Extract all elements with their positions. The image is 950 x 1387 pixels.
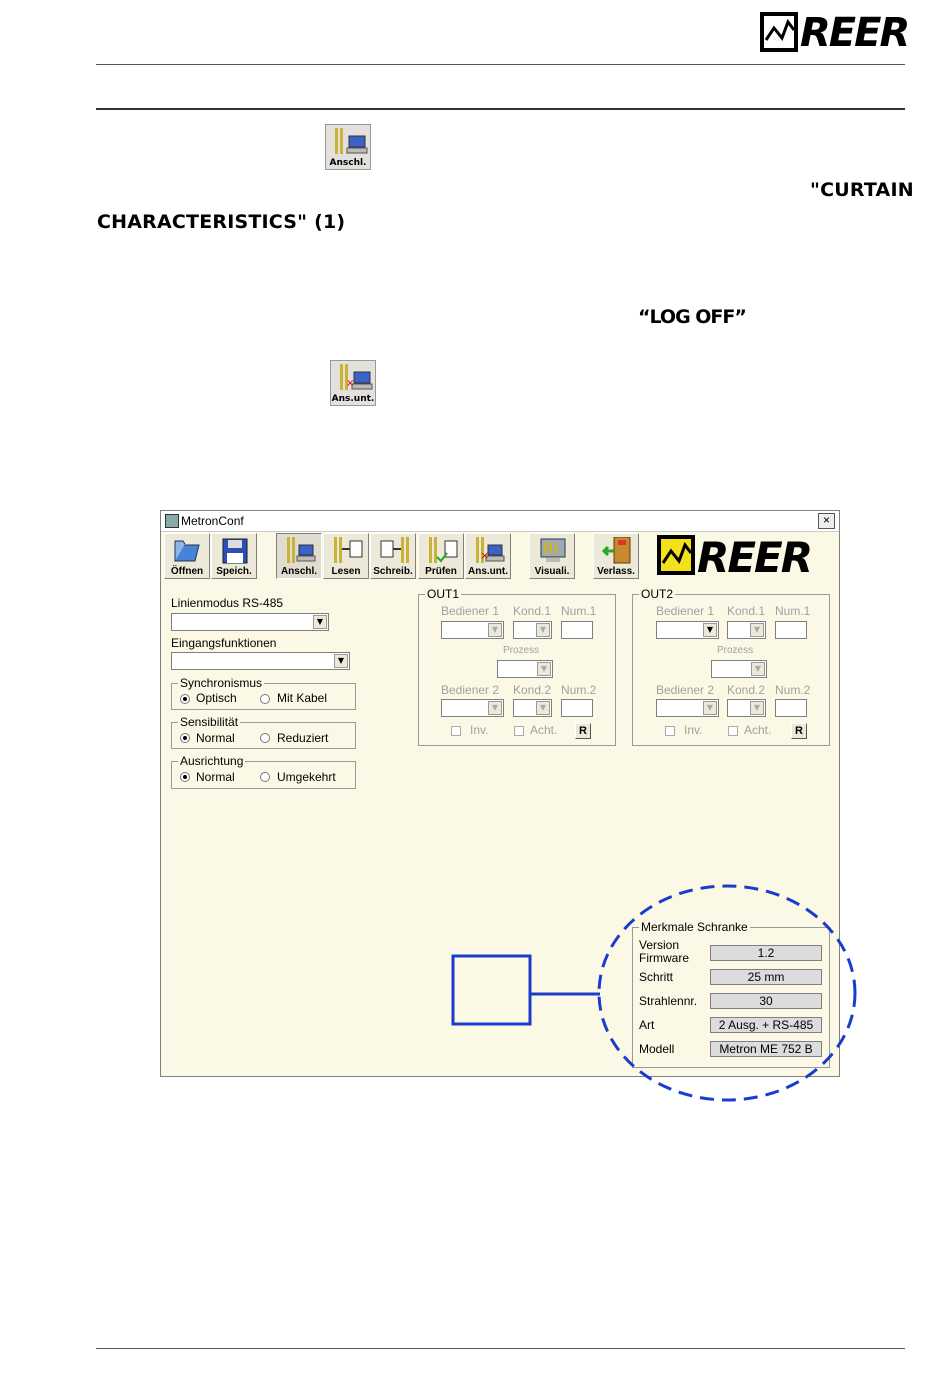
out2-process-select[interactable] (711, 660, 767, 678)
window-titlebar (161, 511, 839, 532)
chevron-down-icon: ▼ (703, 701, 717, 715)
section-rule (96, 108, 905, 110)
floppy-disk-icon (220, 537, 250, 565)
chevron-down-icon: ▼ (313, 615, 327, 629)
firmware-version-field: 1.2 (710, 945, 822, 961)
out2-watch-checkbox[interactable] (728, 726, 738, 736)
display-icon (538, 537, 570, 567)
exit-door-icon (602, 537, 634, 567)
write-icon (379, 537, 411, 567)
chevron-down-icon: ▼ (334, 654, 348, 668)
disconnect-button[interactable]: × Ans.unt. (465, 533, 511, 579)
exit-button[interactable]: Verlass. (593, 533, 639, 579)
alignment-group: Ausrichtung Normal Umgekehrt (171, 761, 356, 789)
type-field: 2 Ausg. + RS-485 (710, 1017, 822, 1033)
footer-rule (96, 1348, 905, 1349)
app-icon (165, 514, 179, 528)
out1-group: OUT1 Bediener 1 Kond.1 Num.1 ▼ ▼ Prozess ▼ Bediener 2 Kond.2 Num.2 ▼ ▼ Inv. Acht. R (418, 594, 616, 746)
callout-ellipse (599, 886, 855, 1100)
callout-box (453, 956, 530, 1024)
reer-window-logo: REER (657, 533, 822, 581)
log-off-text: “LOG OFF” (638, 306, 746, 328)
chevron-down-icon: ▼ (750, 623, 764, 637)
out2-group: OUT2 Bediener 1 Kond.1 Num.1 ▼ ▼ Prozess ▼ Bediener 2 Kond.2 Num.2 ▼ ▼ Inv. Acht. R (632, 594, 830, 746)
out2-reset-button[interactable]: R (791, 723, 807, 739)
chevron-down-icon: ▼ (536, 701, 550, 715)
out1-operator2-select[interactable] (441, 699, 504, 717)
out2-operator1-select[interactable] (656, 621, 719, 639)
check-button[interactable]: Prüfen (418, 533, 464, 579)
out1-process-select[interactable] (497, 660, 553, 678)
out2-cond2-select[interactable] (727, 699, 766, 717)
out1-num2-input[interactable] (561, 699, 593, 717)
curtain-characteristics-text-2: CHARACTERISTICS" (1) (97, 211, 346, 233)
sync-cable-radio[interactable] (260, 694, 270, 704)
sens-reduced-radio[interactable] (260, 733, 270, 743)
out2-num1-input[interactable] (775, 621, 807, 639)
out1-inv-checkbox[interactable] (451, 726, 461, 736)
out1-operator1-select[interactable] (441, 621, 504, 639)
disconnect-icon-inline: × Ans.unt. (330, 360, 376, 406)
model-field: Metron ME 752 B (710, 1041, 822, 1057)
out2-num2-input[interactable] (775, 699, 807, 717)
out2-operator2-select[interactable] (656, 699, 719, 717)
read-icon (332, 537, 364, 567)
chevron-down-icon: ▼ (750, 701, 764, 715)
chevron-down-icon: ▼ (537, 662, 551, 676)
characteristics-group: Merkmale Schranke Version Firmware 1.2 Schritt 25 mm Strahlennr. 30 Art 2 Ausg. + RS-485 Modell Metron ME 752 B (632, 927, 830, 1068)
chevron-down-icon: ▼ (488, 623, 502, 637)
callout-overlay (440, 880, 870, 1110)
save-button[interactable]: Speich. (211, 533, 257, 579)
connect-icon (285, 537, 317, 567)
toolbar (161, 531, 839, 583)
step-field: 25 mm (710, 969, 822, 985)
input-functions-label: Eingangsfunktionen (171, 636, 277, 650)
header-rule (96, 64, 905, 65)
sens-normal-radio[interactable] (180, 733, 190, 743)
sensitivity-group: Sensibilität Normal Reduziert (171, 722, 356, 749)
out1-num1-input[interactable] (561, 621, 593, 639)
sync-group: Synchronismus Optisch Mit Kabel (171, 683, 356, 710)
chevron-down-icon: ▼ (703, 623, 717, 637)
connect-icon-inline: Anschl. (325, 124, 371, 170)
svg-text:×: × (480, 549, 490, 562)
line-mode-label: Linienmodus RS-485 (171, 596, 284, 610)
out1-cond1-select[interactable] (513, 621, 552, 639)
align-normal-radio[interactable] (180, 772, 190, 782)
chevron-down-icon: ▼ (536, 623, 550, 637)
folder-open-icon (173, 537, 203, 565)
connect-button[interactable]: Anschl. (276, 533, 322, 579)
open-button[interactable]: Öffnen (164, 533, 210, 579)
beams-field: 30 (710, 993, 822, 1009)
out1-cond2-select[interactable] (513, 699, 552, 717)
line-mode-select[interactable] (171, 613, 329, 631)
sync-optical-radio[interactable] (180, 694, 190, 704)
reer-logo: REER (760, 8, 905, 56)
chevron-down-icon: ▼ (751, 662, 765, 676)
out1-watch-checkbox[interactable] (514, 726, 524, 736)
out2-inv-checkbox[interactable] (665, 726, 675, 736)
out2-cond1-select[interactable] (727, 621, 766, 639)
curtain-characteristics-text: "CURTAIN (810, 179, 914, 201)
close-button[interactable]: × (818, 513, 835, 529)
disconnect-icon (474, 537, 506, 567)
chevron-down-icon: ▼ (488, 701, 502, 715)
check-icon (427, 537, 459, 567)
read-button[interactable]: Lesen (323, 533, 369, 579)
svg-text:×: × (346, 378, 355, 389)
input-functions-select[interactable] (171, 652, 350, 670)
write-button[interactable]: Schreib. (370, 533, 416, 579)
window-title: MetronConf (181, 514, 244, 528)
out1-reset-button[interactable]: R (575, 723, 591, 739)
visualize-button[interactable]: Visuali. (529, 533, 575, 579)
align-reversed-radio[interactable] (260, 772, 270, 782)
